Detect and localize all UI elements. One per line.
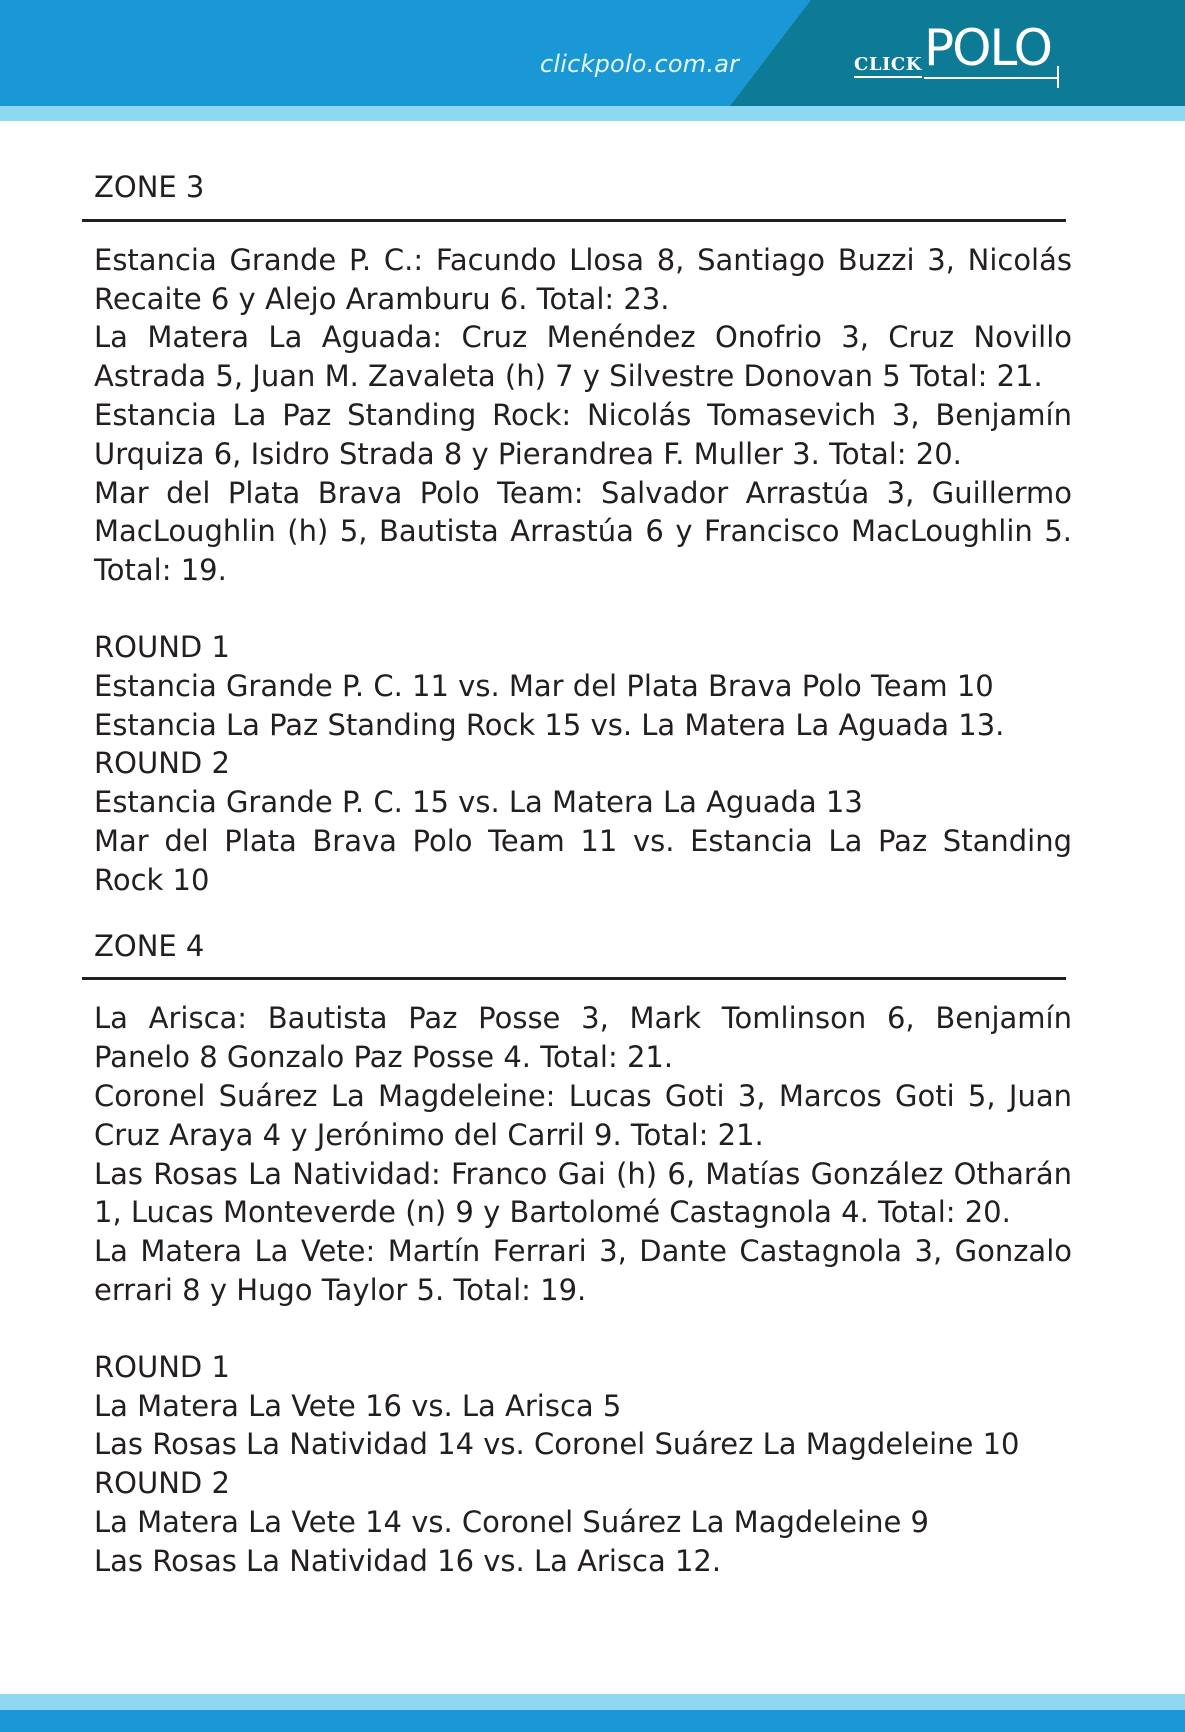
footer-bar (0, 1710, 1185, 1732)
zone4-team-1: La Arisca: Bautista Paz Posse 3, Mark Tomlinson 6, Benjamín Panelo 8 Gonzalo Paz Posse 4. Total: 21. (94, 1001, 1072, 1075)
zone3-team-4: Mar del Plata Brava Polo Team: Salvador Arrastúa 3, Guillermo MacLoughlin (h) 5, Bautista Arrastúa 6 y Francisco MacLoughlin 5. Total: 19. (94, 475, 1072, 588)
logo-click-text: CLICK (854, 54, 922, 78)
spacer (94, 1310, 1072, 1348)
zone4-round1-match-2: Las Rosas La Natividad 14 vs. Coronel Suárez La Magdeleine 10 (94, 1427, 1020, 1462)
logo-polo-text: POLO (924, 19, 1051, 77)
zone4-round2-label: ROUND 2 (94, 1466, 230, 1501)
zone4-team-2: Coronel Suárez La Magdeleine: Lucas Goti 3, Marcos Goti 5, Juan Cruz Araya 4 y Jerónimo del Carril 9. Total: 21. (94, 1078, 1072, 1152)
site-url[interactable]: clickpolo.com.ar (540, 50, 740, 78)
logo-underline (924, 77, 1058, 79)
footer-stripe (0, 1694, 1185, 1710)
zone3-team-1: Estancia Grande P. C.: Facundo Llosa 8, Santiago Buzzi 3, Nicolás Recaite 6 y Alejo Aramburu 6. Total: 23. (94, 242, 1072, 316)
zone4-title: ZONE 4 (94, 928, 205, 963)
spacer (94, 900, 1072, 927)
zone3-round2-match-1: Estancia Grande P. C. 15 vs. La Matera La Aguada 13 (94, 785, 863, 820)
article-content (94, 168, 1072, 1581)
zone3-round1-match-1: Estancia Grande P. C. 11 vs. Mar del Plata Brava Polo Team 10 (94, 668, 994, 703)
zone3-team-3: Estancia La Paz Standing Rock: Nicolás Tomasevich 3, Benjamín Urquiza 6, Isidro Strada 8 y Pierandrea F. Muller 3. Total: 20. (94, 397, 1072, 471)
zone4-round1-match-1: La Matera La Vete 16 vs. La Arisca 5 (94, 1388, 622, 1423)
zone4-divider (82, 977, 1066, 980)
zone3-team-2: La Matera La Aguada: Cruz Menéndez Onofrio 3, Cruz Novillo Astrada 5, Juan M. Zavaleta (h) 7 y Silvestre Donovan 5 Total: 21. (94, 320, 1072, 394)
zone4-team-4: La Matera La Vete: Martín Ferrari 3, Dante Castagnola 3, Gonzalo errari 8 y Hugo Taylor 5. Total: 19. (94, 1234, 1072, 1307)
zone3-round1-label: ROUND 1 (94, 629, 230, 664)
zone4-round2-match-1: La Matera La Vete 14 vs. Coronel Suárez La Magdeleine 9 (94, 1504, 929, 1539)
header-stripe (0, 106, 1185, 121)
zone3-round2-label: ROUND 2 (94, 746, 230, 781)
zone3-round2-match-2: Mar del Plata Brava Polo Team 11 vs. Estancia La Paz Standing Rock 10 (94, 823, 1072, 897)
zone4-team-3: Las Rosas La Natividad: Franco Gai (h) 6, Matías González Otharán 1, Lucas Monteverde (n) 9 y Bartolomé Castagnola 4. Total: 20. (94, 1156, 1072, 1230)
logo-tick (1057, 66, 1059, 88)
zone3-title: ZONE 3 (94, 170, 205, 204)
spacer (94, 590, 1072, 628)
zone3-round1-match-2: Estancia La Paz Standing Rock 15 vs. La Matera La Aguada 13. (94, 707, 1005, 742)
zone4-round2-match-2: Las Rosas La Natividad 16 vs. La Arisca 12. (94, 1543, 722, 1578)
zone4-round1-label: ROUND 1 (94, 1349, 230, 1384)
zone3-divider (82, 219, 1066, 222)
clickpolo-logo[interactable] (852, 19, 1062, 94)
